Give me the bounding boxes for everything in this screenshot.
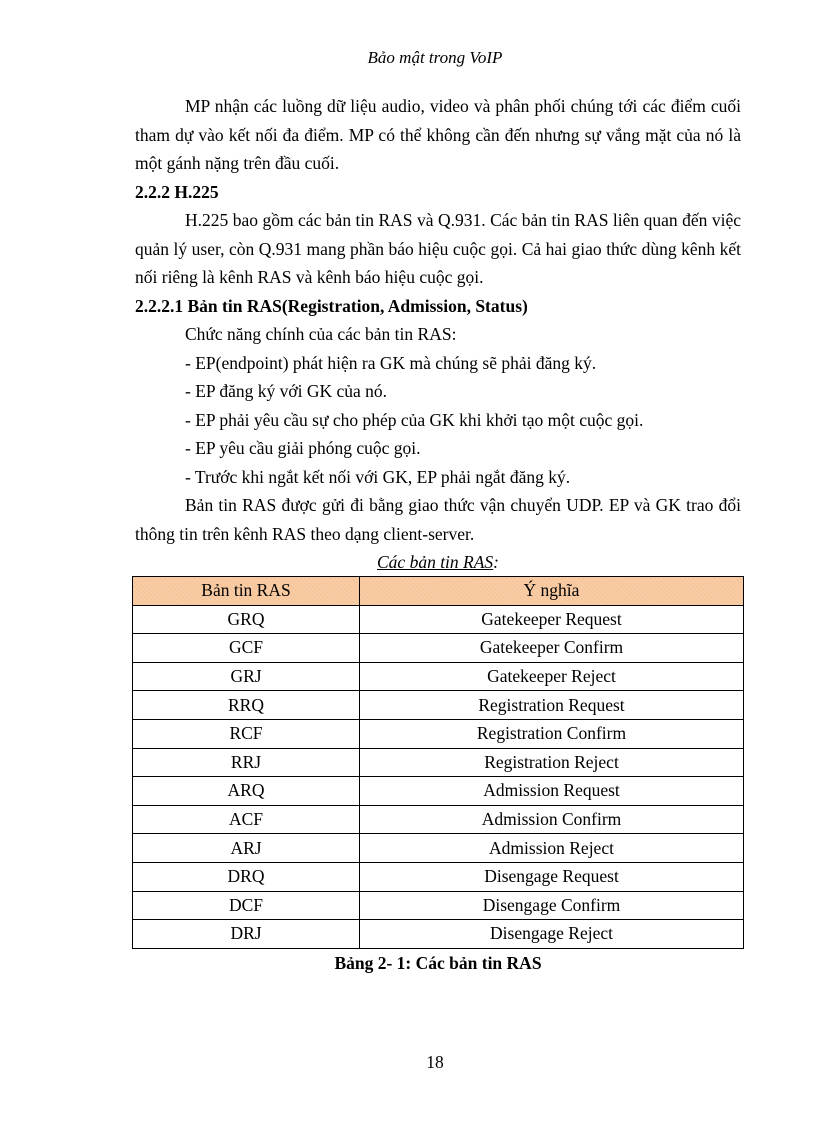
table-caption-top [135, 548, 741, 576]
table-row [133, 719, 744, 748]
table-cell-meaning: Gatekeeper Request [360, 605, 744, 634]
paragraph-udp: Bản tin RAS được gửi đi bằng giao thức vận chuyển UDP. EP và GK trao đổi thông tin trên kênh RAS theo dạng client-server. [135, 495, 741, 544]
table-caption-text: Các bản tin RAS [377, 552, 494, 572]
paragraph-h225: H.225 bao gồm các bản tin RAS và Q.931. Các bản tin RAS liên quan đến việc quản lý user, còn Q.931 mang phần báo hiệu cuộc gọi. Cả hai giao thức dùng kênh kết nối riêng là kênh RAS và kênh báo hiệu cuộc gọi. [135, 210, 741, 287]
page-number: 18 [426, 1052, 444, 1072]
table-cell-code: ARQ [133, 777, 360, 806]
table-cell-code: DRJ [133, 920, 360, 949]
table-cell-meaning: Registration Request [360, 691, 744, 720]
table-cell-meaning: Admission Reject [360, 834, 744, 863]
page-header: Bảo mật trong VoIP [367, 48, 503, 67]
table-cell-code: RRQ [133, 691, 360, 720]
table-row [133, 662, 744, 691]
table-cell-code: RCF [133, 719, 360, 748]
document-body [135, 92, 741, 977]
table-cell-meaning: Disengage Confirm [360, 891, 744, 920]
table-row [133, 834, 744, 863]
table-cell-code: GRQ [133, 605, 360, 634]
list-item: - EP(endpoint) phát hiện ra GK mà chúng sẽ phải đăng ký. [185, 352, 597, 373]
table-row [133, 891, 744, 920]
table-cell-meaning: Admission Confirm [360, 805, 744, 834]
list-item: - Trước khi ngắt kết nối với GK, EP phải ngắt đăng ký. [185, 466, 571, 487]
table-cell-meaning: Disengage Request [360, 862, 744, 891]
column-header-message: Bản tin RAS [133, 577, 360, 606]
table-caption-suffix: : [493, 552, 499, 572]
table-row [133, 605, 744, 634]
table-cell-code: ARJ [133, 834, 360, 863]
table-cell-meaning: Gatekeeper Reject [360, 662, 744, 691]
paragraph-ras-functions: Chức năng chính của các bản tin RAS: [185, 324, 457, 344]
paragraph-mp: MP nhận các luồng dữ liệu audio, video và phân phối chúng tới các điểm cuối tham dự vào kết nối đa điểm. MP có thể không cần đến nhưng sự vắng mặt của nó là một gánh nặng trên đầu cuối. [135, 96, 741, 173]
table-cell-code: GRJ [133, 662, 360, 691]
column-header-meaning: Ý nghĩa [360, 577, 744, 606]
table-cell-code: GCF [133, 634, 360, 663]
subsection-heading-ras: 2.2.2.1 Bản tin RAS(Registration, Admission, Status) [135, 295, 528, 316]
list-item: - EP yêu cầu giải phóng cuộc gọi. [185, 438, 421, 458]
table-row [133, 691, 744, 720]
section-heading-h225: 2.2.2 H.225 [135, 181, 219, 202]
table-cell-meaning: Admission Request [360, 777, 744, 806]
ras-table [132, 576, 744, 949]
table-cell-code: ACF [133, 805, 360, 834]
table-cell-meaning: Registration Reject [360, 748, 744, 777]
table-cell-code: DRQ [133, 862, 360, 891]
table-cell-code: DCF [133, 891, 360, 920]
table-row [133, 748, 744, 777]
table-row [133, 920, 744, 949]
table-cell-code: RRJ [133, 748, 360, 777]
table-header-row [133, 577, 744, 606]
table-cell-meaning: Gatekeeper Confirm [360, 634, 744, 663]
list-item: - EP phải yêu cầu sự cho phép của GK khi khởi tạo một cuộc gọi. [185, 409, 644, 430]
table-row [133, 634, 744, 663]
table-row [133, 862, 744, 891]
table-cell-meaning: Registration Confirm [360, 719, 744, 748]
table-cell-meaning: Disengage Reject [360, 920, 744, 949]
list-item: - EP đăng ký với GK của nó. [185, 381, 388, 401]
table-row [133, 805, 744, 834]
table-caption-bottom: Bảng 2- 1: Các bản tin RAS [334, 952, 542, 973]
table-row [133, 777, 744, 806]
